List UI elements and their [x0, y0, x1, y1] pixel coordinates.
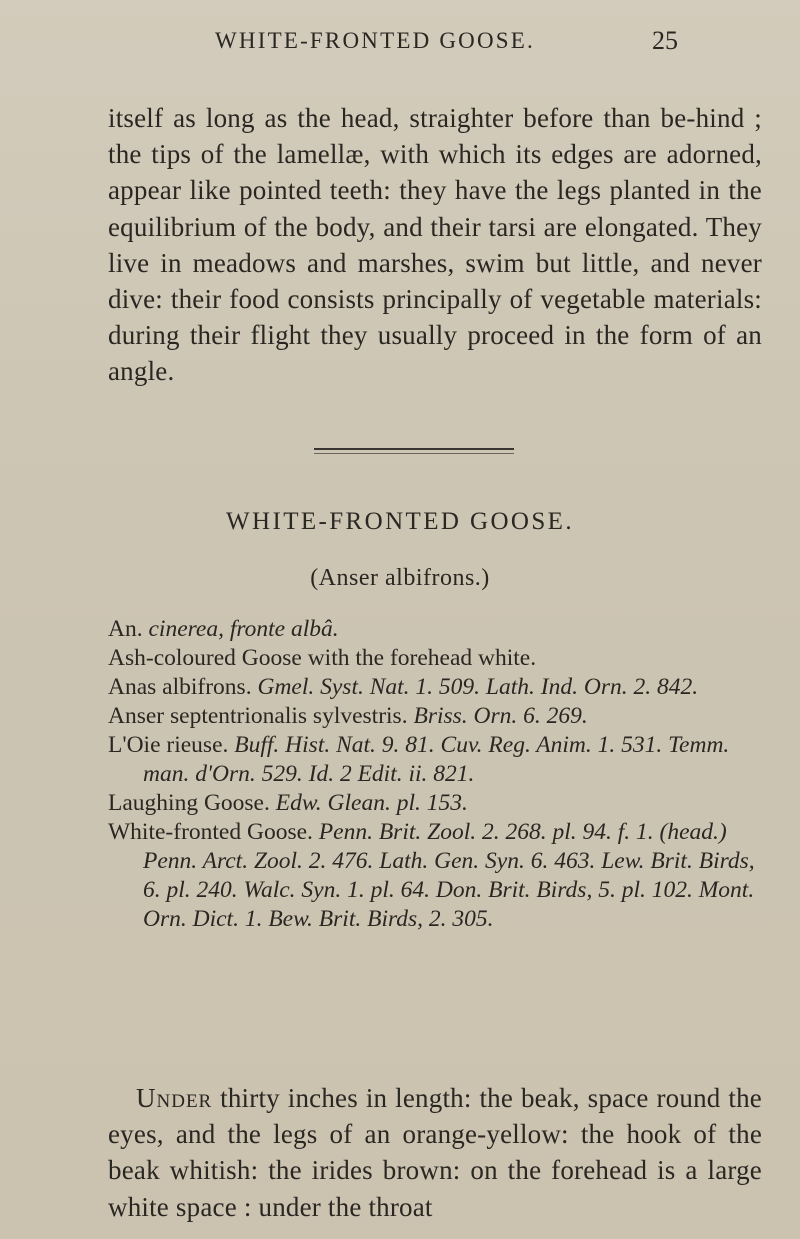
scientific-name: (Anser albifrons.)	[310, 565, 490, 591]
synonym-name: White-fronted Goose.	[108, 819, 319, 845]
description-paragraph	[108, 1080, 762, 1225]
synonym-entry	[108, 615, 768, 644]
synonym-name: Laughing Goose.	[108, 790, 276, 816]
section-heading: WHITE-FRONTED GOOSE.	[226, 508, 574, 535]
synonym-entry	[108, 789, 768, 818]
synonym-reference: Buff. Hist. Nat. 9. 81. Cuv. Reg. Anim. 1. 531. Temm. man. d'Orn. 529. Id. 2 Edit. ii. 821.	[143, 732, 730, 787]
section-divider	[314, 448, 514, 454]
synonym-name: Anas albifrons.	[108, 674, 258, 700]
synonym-reference: Briss. Orn. 6. 269.	[413, 703, 588, 729]
synonym-reference: Penn. Brit. Zool. 2. 268. pl. 94. f. 1. (head.) Penn. Arct. Zool. 2. 476. Lath. Gen. Syn. 6. 463. Lew. Brit. Birds, 6. pl. 240. Walc. Syn. 1. pl. 64. Don. Brit. Birds, 5. pl. 102. Mont. Orn. Dict. 1. Bew. Brit. Birds, 2. 305.	[143, 819, 755, 932]
running-title: WHITE-FRONTED GOOSE.	[215, 28, 535, 53]
continuation-paragraph: itself as long as the head, straighter before than be-hind ; the tips of the lamellæ, with which its edges are adorned, appear like pointed teeth: they have the legs planted in the equilibrium of the body, and their tarsi are elongated. They live in meadows and marshes, swim but little, and never dive: their food consists principally of vegetable materials: during their flight they usually proceed in the form of an angle.	[108, 103, 762, 387]
synonym-entry	[108, 731, 768, 789]
synonym-reference: cinerea, fronte albâ.	[148, 616, 339, 642]
running-head	[0, 28, 800, 68]
synonym-list	[108, 615, 768, 934]
synonym-name: Ash-coloured Goose with the forehead white.	[108, 645, 537, 671]
synonym-entry	[108, 673, 768, 702]
synonym-entry	[108, 702, 768, 731]
description-text: thirty inches in length: the beak, space round the eyes, and the legs of an orange-yellow: the hook of the beak whitish: the irides brown: on the forehead is a large white space : under the throat	[108, 1083, 762, 1222]
synonym-entry	[108, 644, 768, 673]
synonym-name: An.	[108, 616, 149, 642]
synonym-reference: Gmel. Syst. Nat. 1. 509. Lath. Ind. Orn. 2. 842.	[257, 674, 699, 700]
synonym-entry	[108, 818, 768, 934]
description-lead-word: Under	[136, 1083, 213, 1113]
page-number: 25	[652, 26, 678, 55]
synonym-reference: Edw. Glean. pl. 153.	[275, 790, 468, 816]
synonym-name: L'Oie rieuse.	[108, 732, 235, 758]
synonym-name: Anser septentrionalis sylvestris.	[108, 703, 414, 729]
